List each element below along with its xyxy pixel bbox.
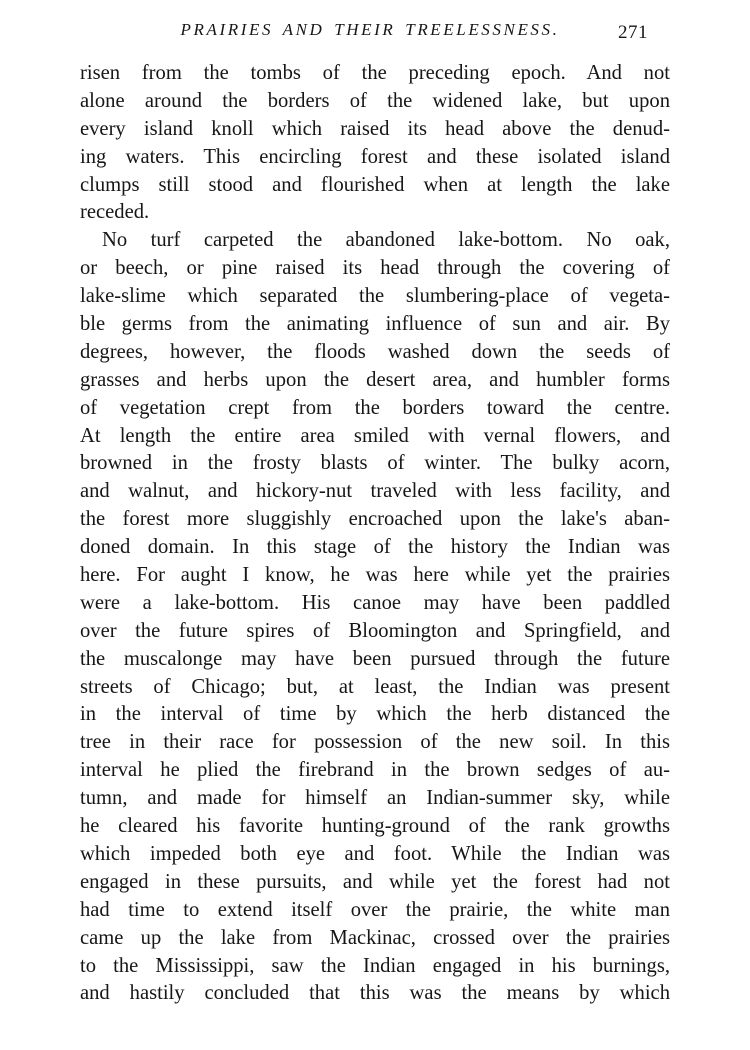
text-line: to the Mississippi, saw the Indian engaged in his burnings, [80,954,670,977]
text-line: had time to extend itself over the prairie, the white man [80,898,670,921]
text-line: tree in their race for possession of the new soil. In this [80,731,670,754]
text-line: ble germs from the animating influence of sun and air. By [80,313,670,336]
text-line: were a lake-bottom. His canoe may have been paddled [80,591,670,614]
text-line: grasses and herbs upon the desert area, and humbler forms [80,368,670,391]
text-line: in the interval of time by which the herb distanced the [80,703,670,726]
text-line: No turf carpeted the abandoned lake-bottom. No oak, [102,229,670,252]
text-line: receded. [80,201,150,224]
text-line: interval he plied the firebrand in the brown sedges of au- [80,759,670,782]
text-line: alone around the borders of the widened lake, but upon [80,89,670,112]
body-text [80,60,670,1008]
text-line: tumn, and made for himself an Indian-summer sky, while [80,787,670,810]
text-line: of vegetation crept from the borders toward the centre. [80,396,670,419]
text-line: streets of Chicago; but, at least, the Indian was present [80,675,670,698]
text-line: the forest more sluggishly encroached upon the lake's aban- [80,508,670,531]
text-line: and hastily concluded that this was the means by which [80,982,670,1005]
running-head-title: PRAIRIES AND THEIR TREELESSNESS. [180,20,560,39]
text-line: engaged in these pursuits, and while yet the forest had not [80,870,670,893]
text-line: clumps still stood and flourished when at length the lake [80,173,670,196]
text-line: degrees, however, the floods washed down the seeds of [80,340,670,363]
text-line: At length the entire area smiled with vernal flowers, and [80,424,670,447]
text-line: came up the lake from Mackinac, crossed over the prairies [80,926,670,949]
page-number: 271 [618,22,648,43]
text-line: the muscalonge may have been pursued through the future [80,647,670,670]
text-line: here. For aught I know, he was here while yet the prairies [80,564,670,587]
text-line: ing waters. This encircling forest and these isolated island [80,145,670,168]
paragraph-2 [80,227,670,1008]
text-line: over the future spires of Bloomington and Springfield, and [80,619,670,642]
text-line: which impeded both eye and foot. While the Indian was [80,842,670,865]
text-line: every island knoll which raised its head above the denud- [80,117,670,140]
text-line: he cleared his favorite hunting-ground of the rank growths [80,815,670,838]
text-line: or beech, or pine raised its head through the covering of [80,257,670,280]
text-line: browned in the frosty blasts of winter. The bulky acorn, [80,452,670,475]
text-line: doned domain. In this stage of the history the Indian was [80,536,670,559]
paragraph-1 [80,60,670,227]
text-line: risen from the tombs of the preceding epoch. And not [80,62,670,84]
text-line: lake-slime which separated the slumbering-place of vegeta- [80,285,670,308]
text-line: and walnut, and hickory-nut traveled with less facility, and [80,480,670,503]
